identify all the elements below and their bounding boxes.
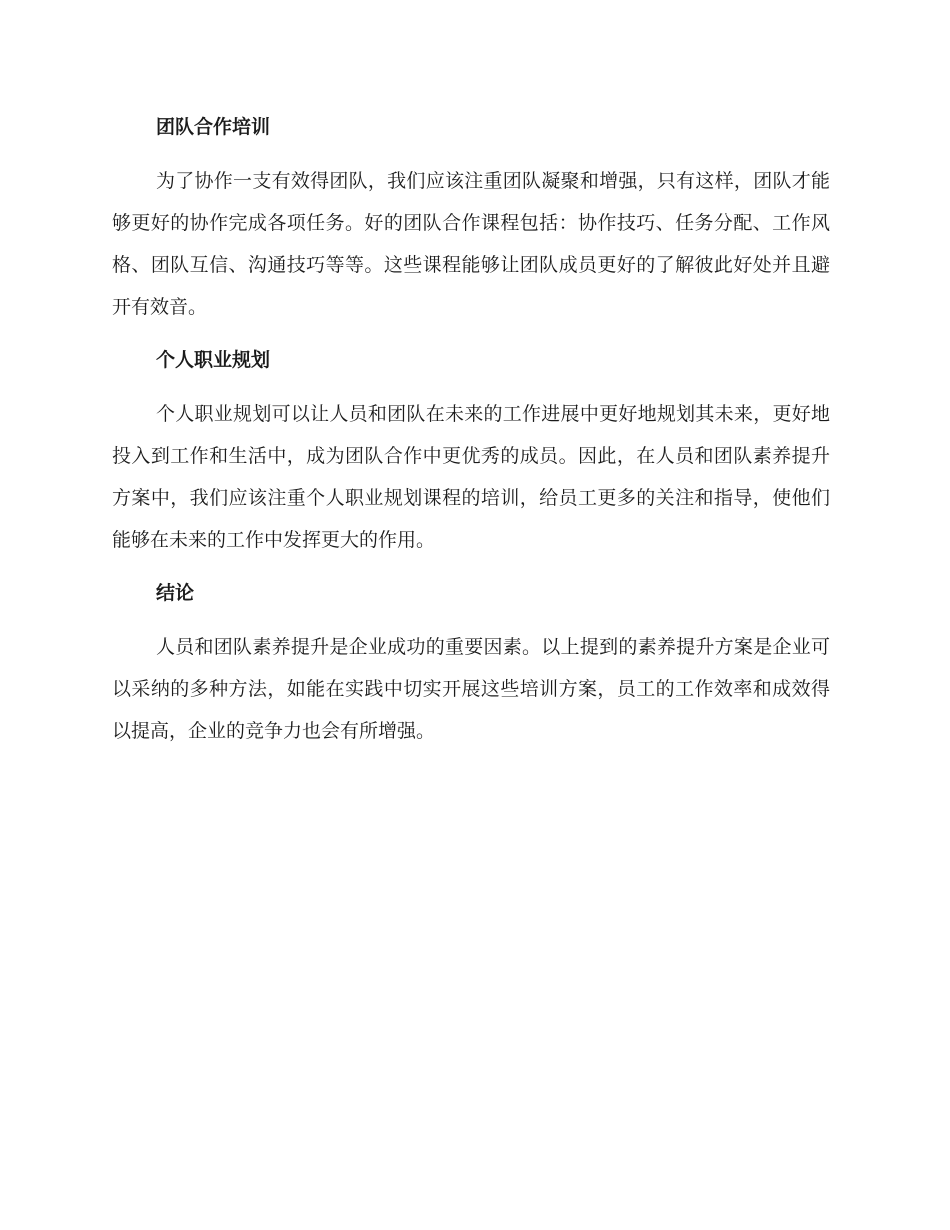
section-heading: 团队合作培训 — [156, 116, 271, 138]
document-content — [112, 108, 830, 752]
section-paragraph: 人员和团队素养提升是企业成功的重要因素。以上提到的素养提升方案是企业可以采纳的多种方法，如能在实践中切实开展这些培训方案，员工的工作效率和成效得以提高，企业的竞争力也会有所增强。 — [112, 636, 830, 742]
section-career-planning — [112, 341, 830, 574]
section-heading: 个人职业规划 — [156, 349, 271, 371]
section-paragraph: 个人职业规划可以让人员和团队在未来的工作进展中更好地规划其未来，更好地投入到工作和生活中，成为团队合作中更优秀的成员。因此，在人员和团队素养提升方案中，我们应该注重个人职业规划课程的培训，给员工更多的关注和指导，使他们能够在未来的工作中发挥更大的作用。 — [112, 403, 830, 551]
section-heading: 结论 — [156, 582, 195, 604]
section-conclusion — [112, 574, 830, 752]
section-team-training — [112, 108, 830, 341]
section-paragraph: 为了协作一支有效得团队，我们应该注重团队凝聚和增强，只有这样，团队才能够更好的协作完成各项任务。好的团队合作课程包括：协作技巧、任务分配、工作风格、团队互信、沟通技巧等等。这些课程能够让团队成员更好的了解彼此好处并且避开有效音。 — [112, 170, 830, 318]
